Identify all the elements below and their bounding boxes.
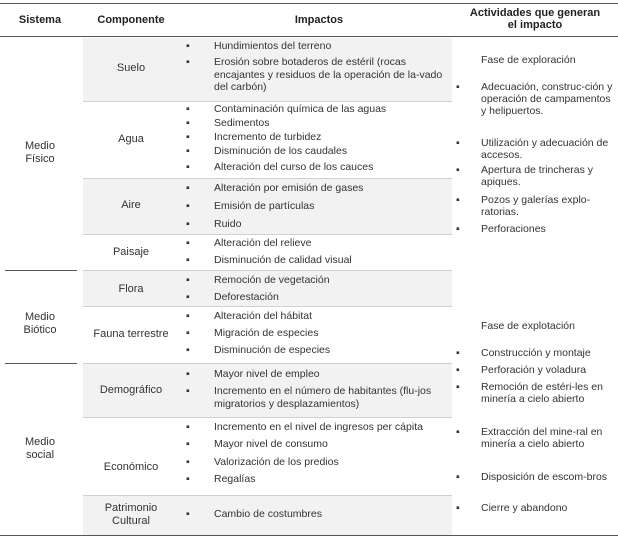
activity-text: Pozos y galerías explo-ratorias. — [481, 194, 591, 218]
bullet-icon: ▪ — [186, 385, 190, 397]
bullet-icon: ▪ — [186, 344, 190, 356]
system-label: Biótico — [23, 324, 57, 336]
row-divider — [83, 495, 452, 496]
system-label: Medio — [25, 140, 55, 152]
activity-text: Construcción y montaje — [481, 347, 591, 359]
bullet-icon: ▪ — [456, 164, 460, 176]
activity-text: Adecuación, construc-ción y operación de campamentos y helipuertos. — [481, 81, 613, 117]
bullet-icon: ▪ — [186, 310, 190, 322]
header-actividades-line1: Actividades que generan — [469, 7, 601, 19]
bullet-icon: ▪ — [456, 502, 460, 514]
system-label: Físico — [25, 153, 55, 165]
bullet-icon: ▪ — [186, 368, 190, 380]
bullet-icon: ▪ — [186, 237, 190, 249]
bullet-icon: ▪ — [456, 364, 460, 376]
impact-text: Regalías — [214, 473, 256, 485]
bullet-icon: ▪ — [186, 456, 190, 468]
bullet-icon: ▪ — [186, 218, 190, 230]
impact-text: Ruido — [214, 218, 242, 230]
bullet-icon: ▪ — [186, 200, 190, 212]
impact-text: Emisión de partículas — [214, 200, 315, 212]
activity-text: Perforaciones — [481, 223, 546, 235]
system-label: Medio — [25, 436, 55, 448]
bullet-icon: ▪ — [456, 381, 460, 393]
bullet-icon: ▪ — [186, 131, 190, 143]
activity-text: Disposición de escom-bros — [481, 471, 608, 483]
system-medio-social — [5, 436, 75, 462]
bullet-icon: ▪ — [186, 421, 190, 433]
row-divider — [83, 234, 452, 235]
divider-biotico-social — [5, 363, 77, 364]
table-top-rule — [0, 3, 618, 4]
bullet-icon: ▪ — [186, 161, 190, 173]
row-divider — [83, 363, 452, 364]
impact-text: Cambio de costumbres — [214, 508, 322, 520]
component-aire: Aire — [121, 199, 141, 211]
impact-text: Disminución de especies — [214, 344, 331, 356]
bullet-icon: ▪ — [186, 274, 190, 286]
bullet-icon: ▪ — [186, 254, 190, 266]
bullet-icon: ▪ — [186, 182, 190, 194]
bullet-icon: ▪ — [456, 194, 460, 206]
bullet-icon: ▪ — [186, 117, 190, 129]
impact-text: Migración de especies — [214, 327, 319, 339]
divider-fisico-biotico — [5, 270, 77, 271]
impact-text: Remoción de vegetación — [214, 274, 330, 286]
row-divider — [83, 417, 452, 418]
bullet-icon: ▪ — [186, 40, 190, 52]
impact-text: Alteración del hábitat — [214, 310, 313, 322]
impact-text: Erosión sobre botaderos de estéril (rocas encajantes y residuos de la operación de la-vado del carbón) — [214, 56, 443, 93]
system-label: Medio — [25, 311, 55, 323]
bullet-icon: ▪ — [456, 347, 460, 359]
impact-text: Deforestación — [214, 291, 279, 303]
header-bottom-rule — [0, 36, 618, 37]
system-medio-biotico — [5, 311, 75, 337]
impact-text: Incremento en el número de habitantes (flu-jos migratorios y desplazamientos) — [214, 385, 432, 410]
bullet-icon: ▪ — [186, 473, 190, 485]
impact-text: Alteración del relieve — [214, 237, 312, 249]
bullet-icon: ▪ — [456, 426, 460, 438]
impact-text: Contaminación química de las aguas — [214, 103, 387, 115]
bullet-icon: ▪ — [456, 137, 460, 149]
activity-text: Apertura de trincheras y apiques. — [481, 164, 594, 188]
bullet-icon: ▪ — [456, 471, 460, 483]
component-demografico: Demográfico — [99, 384, 163, 396]
component-economico: Económico — [103, 461, 159, 473]
component-label: Patrimonio — [104, 502, 158, 514]
impact-text: Incremento de turbidez — [214, 131, 322, 143]
activity-text: Utilización y adecuación de accesos. — [481, 137, 609, 161]
impact-text: Hundimientos del terreno — [214, 40, 332, 52]
header-impactos: Impactos — [294, 14, 344, 26]
bullet-icon: ▪ — [186, 56, 190, 68]
bullet-icon: ▪ — [456, 81, 460, 93]
activity-text: Cierre y abandono — [481, 502, 568, 514]
bullet-icon: ▪ — [186, 327, 190, 339]
bullet-icon: ▪ — [186, 438, 190, 450]
activity-text: Extracción del mine-ral en minería a cielo abierto — [481, 426, 603, 450]
impact-text: Disminución de calidad visual — [214, 254, 352, 266]
bullet-icon: ▪ — [186, 291, 190, 303]
component-paisaje: Paisaje — [112, 246, 150, 258]
activity-text: Perforación y voladura — [481, 364, 587, 376]
component-label: Cultural — [112, 515, 150, 527]
component-agua: Agua — [118, 133, 144, 145]
row-divider — [83, 270, 452, 271]
phase-exploracion-title: Fase de exploración — [481, 54, 576, 66]
system-medio-fisico — [5, 140, 75, 166]
impact-text: Valorización de los predios — [214, 456, 339, 468]
row-divider — [83, 101, 452, 102]
bullet-icon: ▪ — [456, 223, 460, 235]
impact-text: Mayor nivel de consumo — [214, 438, 328, 450]
component-patrimonio-cultural — [83, 502, 179, 528]
impact-text: Sedimentos — [214, 117, 270, 129]
bullet-icon: ▪ — [186, 103, 190, 115]
component-fauna-terrestre: Fauna terrestre — [93, 328, 169, 340]
bullet-icon: ▪ — [186, 508, 190, 520]
table-bottom-rule — [0, 535, 618, 536]
impact-text: Incremento en el nivel de ingresos per cápita — [214, 421, 423, 433]
activity-text: Remoción de estéri-les en minería a cielo abierto — [481, 381, 603, 405]
component-flora: Flora — [118, 283, 144, 295]
component-suelo: Suelo — [116, 62, 146, 74]
system-label: social — [25, 449, 55, 461]
header-sistema: Sistema — [18, 14, 62, 26]
row-divider — [83, 306, 452, 307]
row-divider — [83, 178, 452, 179]
header-actividades-line2: el impacto — [507, 19, 563, 31]
header-componente: Componente — [97, 14, 165, 26]
impact-text: Mayor nivel de empleo — [214, 368, 320, 380]
header-actividades — [456, 7, 614, 31]
impact-text: Alteración por emisión de gases — [214, 182, 364, 194]
bullet-icon: ▪ — [186, 145, 190, 157]
phase-explotacion-title: Fase de explotación — [481, 320, 575, 332]
impact-text: Alteración del curso de los cauces — [214, 161, 374, 173]
impact-text: Disminución de los caudales — [214, 145, 348, 157]
